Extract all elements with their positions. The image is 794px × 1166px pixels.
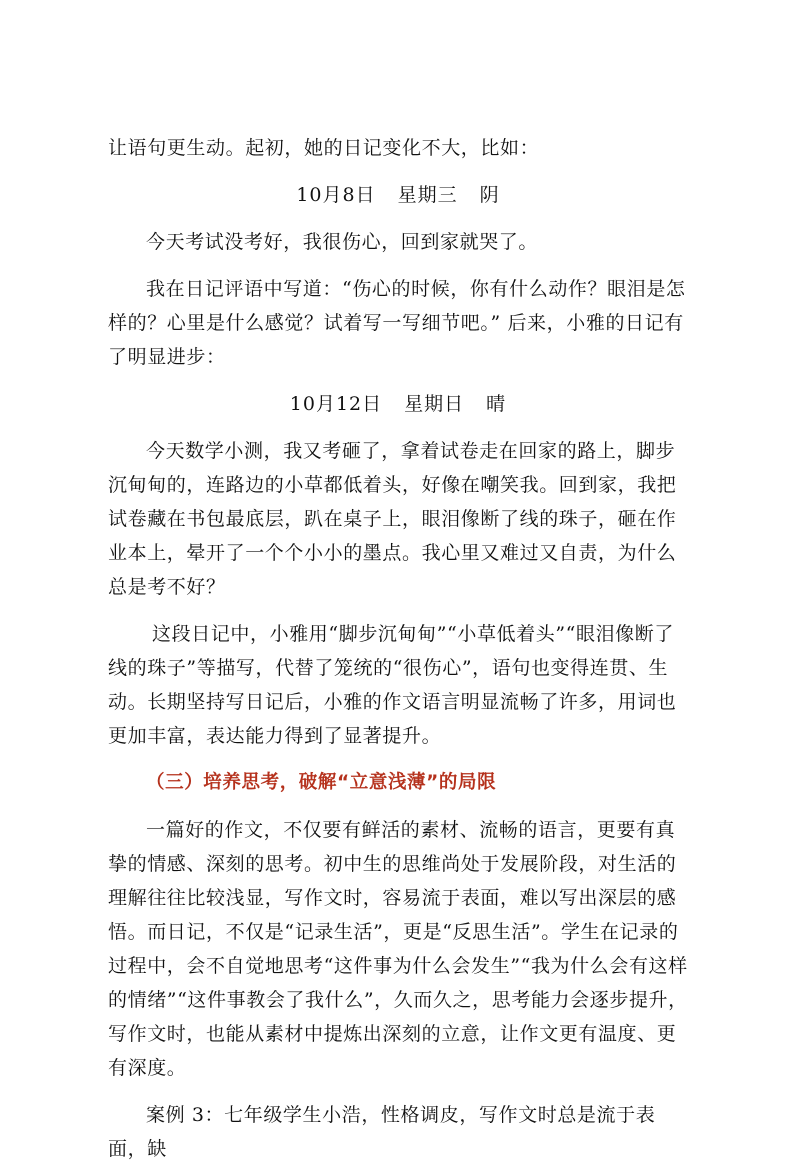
diary-weather: 晴 (486, 393, 507, 415)
spacer (108, 753, 688, 766)
paragraph-case-3: 案例 3：七年级学生小浩，性格调皮，写作文时总是流于表面，缺 (108, 1104, 656, 1160)
spacer (108, 604, 688, 617)
spacer (108, 1085, 688, 1098)
paragraph-intro: 让语句更生动。起初，她的日记变化不大，比如： (108, 137, 540, 159)
spacer (108, 374, 688, 387)
diary-weather: 阴 (479, 184, 500, 206)
diary-date: 10月8日 (296, 184, 376, 206)
paragraph-thinking: 一篇好的作文，不仅要有鲜活的素材、流畅的语言，更要有真挚的情感、深刻的思考。初中生的思维尚处于发展阶段，对生活的理解往往比较浅显，写作文时，容易流于表面，难以写出深层的感悟。而日记，不仅是“记录生活”，更是“反思生活”。学生在记录的过程中，会不自觉地思考“这件事为什么会发生”“我为什么会有这样的情绪”“这件事教会了我什么”，久而久之，思考能力会逐步提升，写作文时，也能从素材中提炼出深刻的立意，让作文更有温度、更有深度。 (108, 819, 688, 1079)
spacer (108, 212, 688, 225)
spacer (108, 165, 688, 178)
spacer (108, 259, 688, 272)
document-body (108, 131, 688, 1166)
spacer (108, 421, 688, 434)
section-heading: （三）培养思考，破解“立意浅薄”的局限 (146, 772, 497, 793)
diary-weekday: 星期三 (397, 184, 458, 206)
diary-entry-1: 今天考试没考好，我很伤心，回到家就哭了。 (146, 231, 539, 253)
paragraph-comment: 我在日记评语中写道：“伤心的时候，你有什么动作？眼泪是怎样的？心里是什么感觉？试着写一写细节吧。” 后来，小雅的日记有了明显进步： (108, 278, 686, 368)
diary-date-line-2 (108, 387, 688, 421)
diary-entry-2: 今天数学小测，我又考砸了，拿着试卷走在回家的路上，脚步沉甸甸的，连路边的小草都低着头，好像在嘲笑我。回到家，我把试卷藏在书包最底层，趴在桌子上，眼泪像断了线的珠子，砸在作业本上，晕开了一个个小小的墨点。我心里又难过又自责，为什么总是考不好？ (108, 440, 677, 598)
spacer (108, 800, 688, 813)
diary-date: 10月12日 (289, 393, 383, 415)
diary-weekday: 星期日 (404, 393, 465, 415)
paragraph-analysis: 这段日记中，小雅用“脚步沉甸甸”“小草低着头”“眼泪像断了线的珠子”等描写，代替了笼统的“很伤心”，语句也变得连贯、生动。长期坚持写日记后，小雅的作文语言明显流畅了许多，用词也更加丰富，表达能力得到了显著提升。 (108, 623, 677, 747)
diary-date-line-1 (108, 178, 688, 212)
